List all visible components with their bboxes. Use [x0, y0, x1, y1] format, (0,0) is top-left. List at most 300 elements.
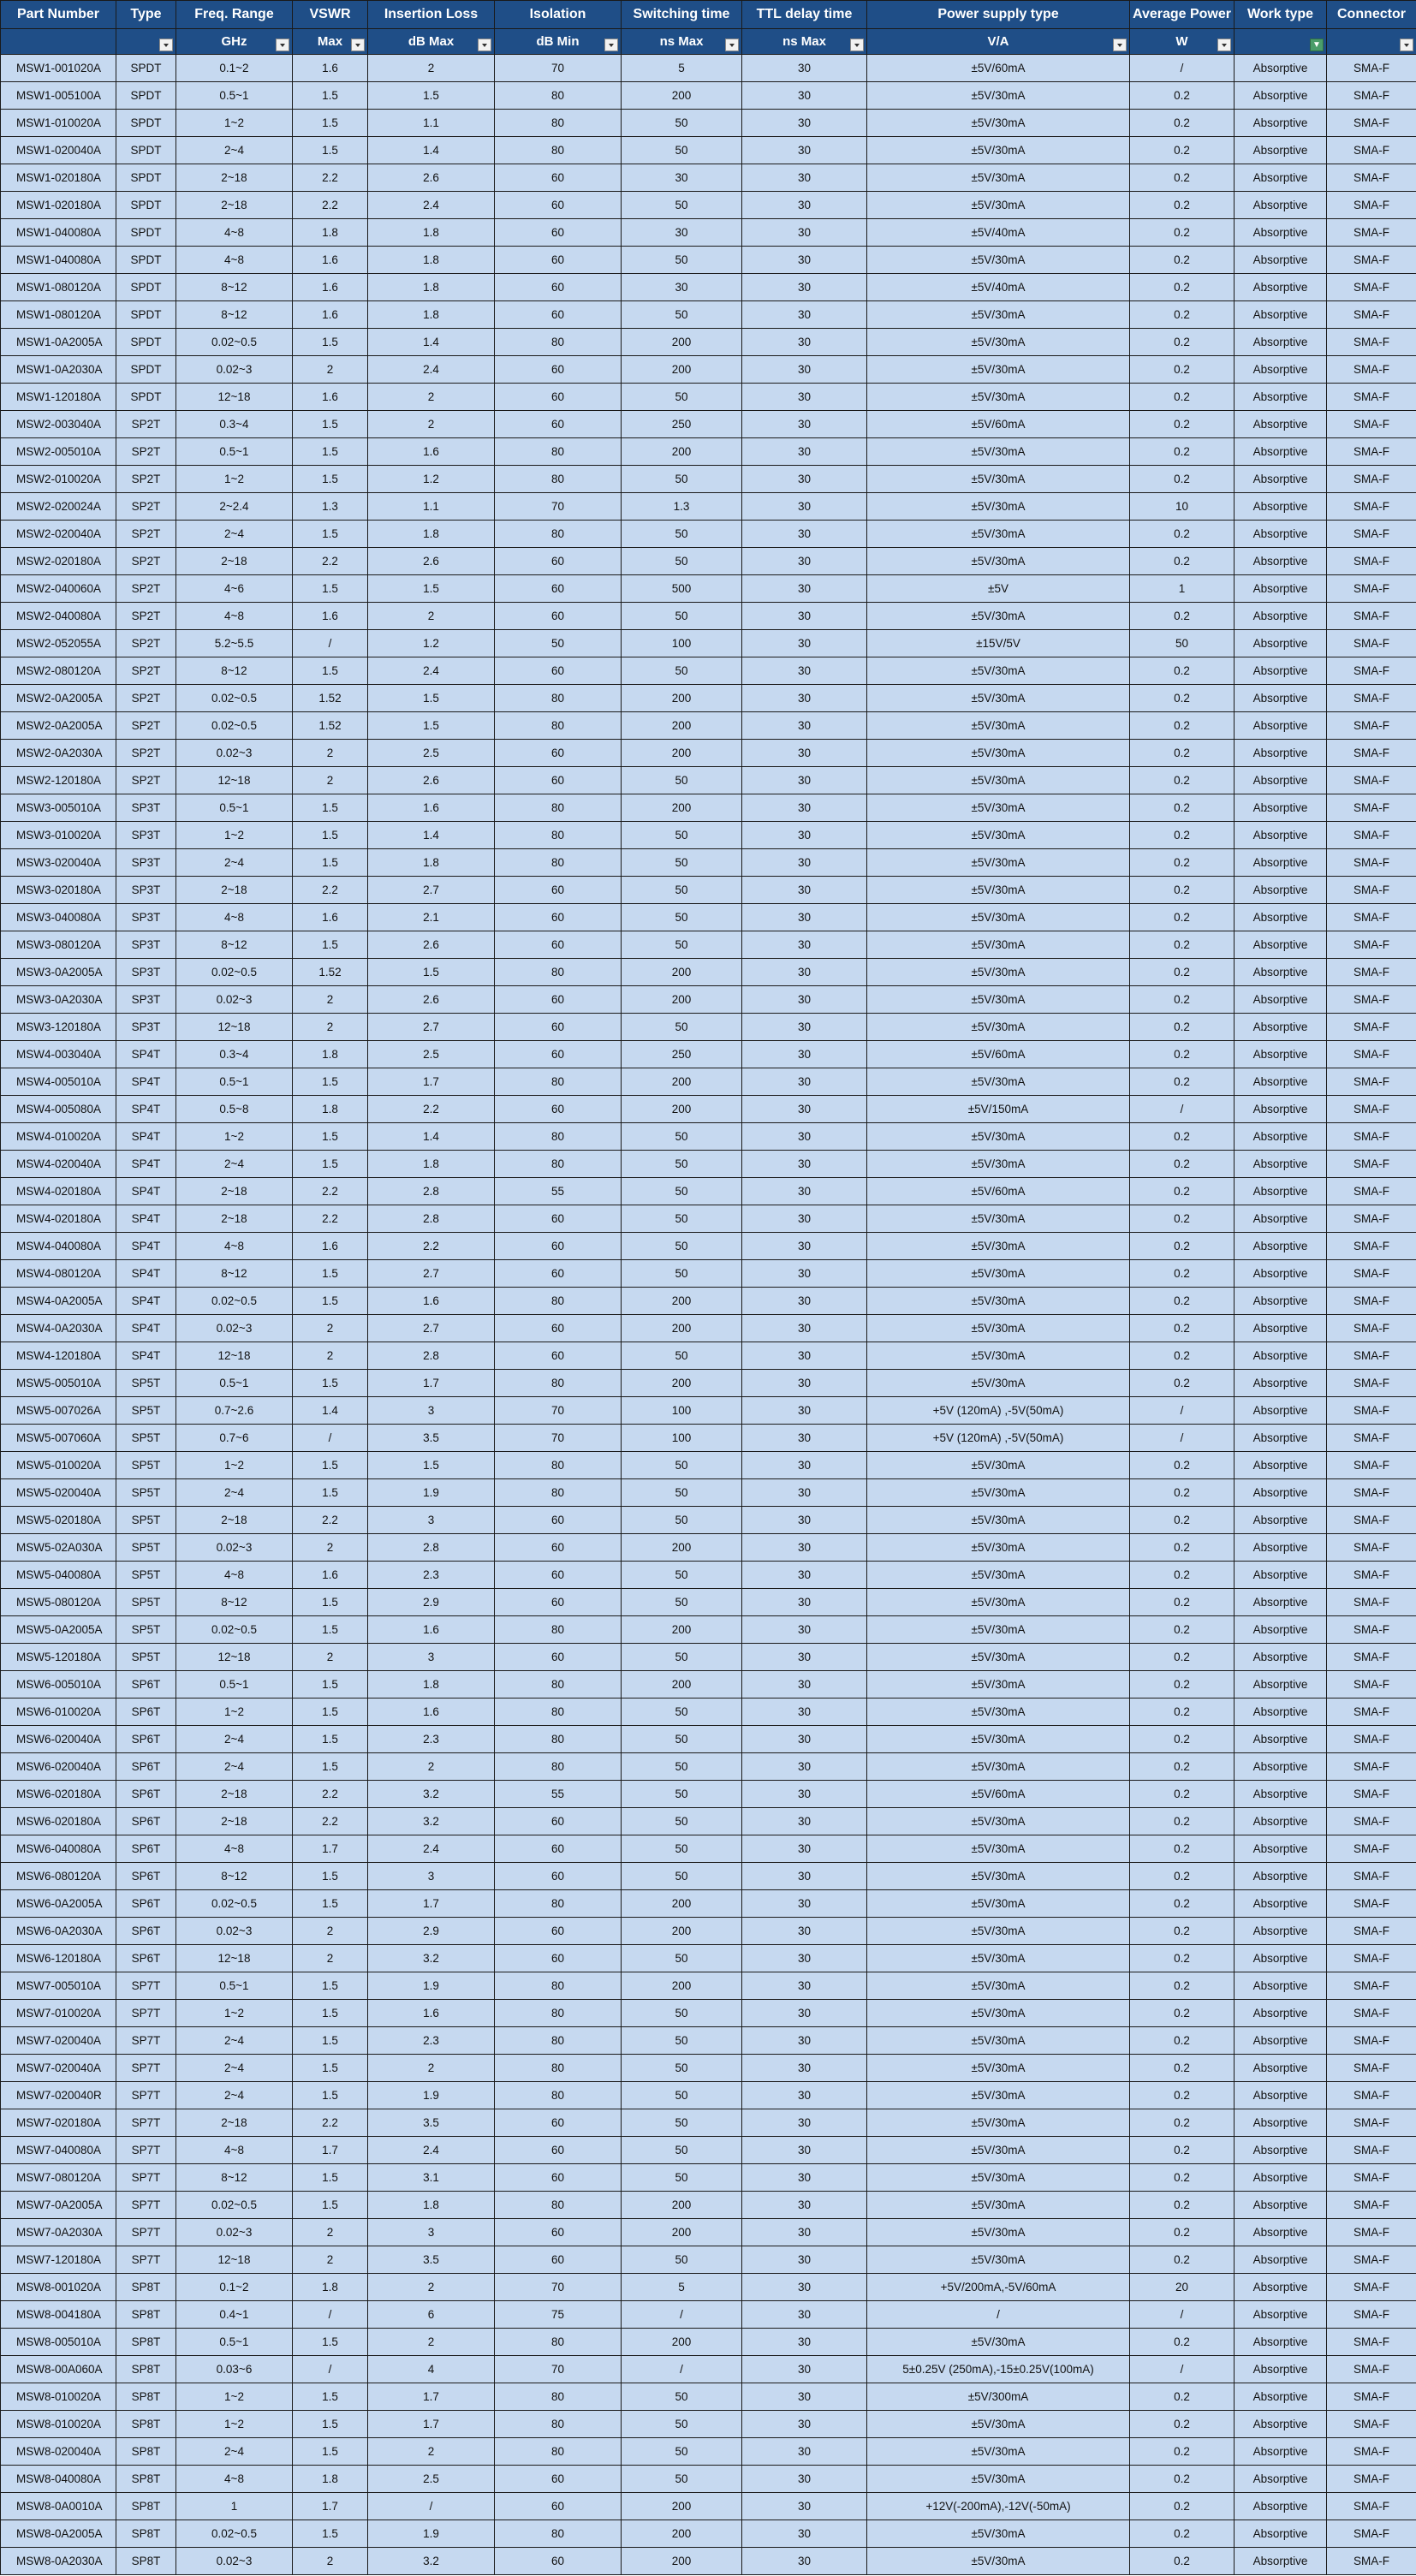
cell-part-number[interactable]: MSW3-0A2005A: [1, 959, 116, 986]
cell-isolation[interactable]: 60: [495, 931, 622, 959]
cell-insertion-loss[interactable]: 2: [368, 55, 495, 82]
cell-ttl-delay-time[interactable]: 30: [742, 2301, 867, 2329]
cell-insertion-loss[interactable]: 2.6: [368, 767, 495, 794]
cell-ttl-delay-time[interactable]: 30: [742, 904, 867, 931]
cell-connector[interactable]: SMA-F: [1327, 1014, 1416, 1041]
cell-average-power[interactable]: 0.2: [1130, 521, 1235, 548]
cell-vswr[interactable]: 1.5: [293, 1671, 368, 1698]
cell-insertion-loss[interactable]: 2.2: [368, 1096, 495, 1123]
cell-connector[interactable]: SMA-F: [1327, 740, 1416, 767]
cell-work-type[interactable]: Absorptive: [1235, 2438, 1327, 2466]
cell-vswr[interactable]: 2: [293, 1918, 368, 1945]
cell-average-power[interactable]: 20: [1130, 2274, 1235, 2301]
table-row[interactable]: [1, 822, 1416, 849]
cell-type[interactable]: SP8T: [116, 2301, 176, 2329]
cell-isolation[interactable]: 60: [495, 1507, 622, 1534]
cell-ttl-delay-time[interactable]: 30: [742, 2027, 867, 2055]
cell-power-supply-type[interactable]: ±5V/30mA: [867, 1260, 1130, 1288]
cell-isolation[interactable]: 60: [495, 219, 622, 247]
cell-freq-range[interactable]: 0.5~1: [176, 1068, 293, 1096]
cell-connector[interactable]: SMA-F: [1327, 1397, 1416, 1425]
cell-type[interactable]: SP2T: [116, 575, 176, 603]
cell-power-supply-type[interactable]: ±5V/30mA: [867, 1507, 1130, 1534]
table-row[interactable]: [1, 1479, 1416, 1507]
table-row[interactable]: [1, 1945, 1416, 1972]
cell-work-type[interactable]: Absorptive: [1235, 1698, 1327, 1726]
cell-connector[interactable]: SMA-F: [1327, 466, 1416, 493]
cell-connector[interactable]: SMA-F: [1327, 1370, 1416, 1397]
cell-ttl-delay-time[interactable]: 30: [742, 1918, 867, 1945]
cell-connector[interactable]: SMA-F: [1327, 219, 1416, 247]
cell-switching-time[interactable]: 50: [622, 1562, 742, 1589]
cell-vswr[interactable]: 2: [293, 767, 368, 794]
cell-connector[interactable]: SMA-F: [1327, 1068, 1416, 1096]
cell-connector[interactable]: SMA-F: [1327, 2466, 1416, 2493]
cell-ttl-delay-time[interactable]: 30: [742, 2000, 867, 2027]
cell-vswr[interactable]: 1.5: [293, 1288, 368, 1315]
cell-vswr[interactable]: 2: [293, 1945, 368, 1972]
cell-ttl-delay-time[interactable]: 30: [742, 767, 867, 794]
cell-ttl-delay-time[interactable]: 30: [742, 1178, 867, 1205]
cell-power-supply-type[interactable]: ±5V/30mA: [867, 1068, 1130, 1096]
cell-isolation[interactable]: 80: [495, 1479, 622, 1507]
cell-connector[interactable]: SMA-F: [1327, 986, 1416, 1014]
cell-connector[interactable]: SMA-F: [1327, 274, 1416, 301]
cell-switching-time[interactable]: 50: [622, 2055, 742, 2082]
cell-insertion-loss[interactable]: /: [368, 2493, 495, 2520]
table-row[interactable]: [1, 2137, 1416, 2164]
cell-type[interactable]: SP2T: [116, 603, 176, 630]
cell-vswr[interactable]: 1.7: [293, 2137, 368, 2164]
cell-isolation[interactable]: 80: [495, 1452, 622, 1479]
cell-freq-range[interactable]: 8~12: [176, 2164, 293, 2192]
table-row[interactable]: [1, 301, 1416, 329]
cell-type[interactable]: SP6T: [116, 1753, 176, 1781]
cell-freq-range[interactable]: 8~12: [176, 274, 293, 301]
cell-freq-range[interactable]: 2~4: [176, 2438, 293, 2466]
cell-switching-time[interactable]: 50: [622, 1835, 742, 1863]
cell-switching-time[interactable]: 50: [622, 192, 742, 219]
cell-insertion-loss[interactable]: 4: [368, 2356, 495, 2383]
cell-vswr[interactable]: 1.5: [293, 849, 368, 877]
cell-insertion-loss[interactable]: 1.7: [368, 1890, 495, 1918]
cell-connector[interactable]: SMA-F: [1327, 904, 1416, 931]
cell-work-type[interactable]: Absorptive: [1235, 493, 1327, 521]
cell-vswr[interactable]: 1.5: [293, 1123, 368, 1151]
cell-freq-range[interactable]: 12~18: [176, 1644, 293, 1671]
cell-vswr[interactable]: 1.5: [293, 2055, 368, 2082]
cell-isolation[interactable]: 60: [495, 1808, 622, 1835]
cell-work-type[interactable]: Absorptive: [1235, 1644, 1327, 1671]
cell-vswr[interactable]: 1.6: [293, 1562, 368, 1589]
cell-average-power[interactable]: 0.2: [1130, 1589, 1235, 1616]
cell-work-type[interactable]: Absorptive: [1235, 2082, 1327, 2109]
cell-average-power[interactable]: 0.2: [1130, 685, 1235, 712]
cell-power-supply-type[interactable]: ±5V/30mA: [867, 2548, 1130, 2575]
cell-ttl-delay-time[interactable]: 30: [742, 137, 867, 164]
cell-freq-range[interactable]: 0.1~2: [176, 55, 293, 82]
cell-freq-range[interactable]: 4~8: [176, 1562, 293, 1589]
cell-average-power[interactable]: 0.2: [1130, 1123, 1235, 1151]
cell-isolation[interactable]: 80: [495, 329, 622, 356]
cell-average-power[interactable]: 0.2: [1130, 1041, 1235, 1068]
cell-vswr[interactable]: 2.2: [293, 1507, 368, 1534]
cell-isolation[interactable]: 60: [495, 356, 622, 384]
cell-insertion-loss[interactable]: 3.2: [368, 1945, 495, 1972]
cell-power-supply-type[interactable]: ±5V/30mA: [867, 1205, 1130, 1233]
cell-connector[interactable]: SMA-F: [1327, 2274, 1416, 2301]
cell-switching-time[interactable]: 50: [622, 1260, 742, 1288]
cell-switching-time[interactable]: 30: [622, 164, 742, 192]
cell-vswr[interactable]: /: [293, 2356, 368, 2383]
cell-isolation[interactable]: 80: [495, 2082, 622, 2109]
cell-switching-time[interactable]: 200: [622, 794, 742, 822]
cell-type[interactable]: SP8T: [116, 2493, 176, 2520]
cell-isolation[interactable]: 60: [495, 1205, 622, 1233]
cell-power-supply-type[interactable]: ±5V/30mA: [867, 192, 1130, 219]
cell-work-type[interactable]: Absorptive: [1235, 2493, 1327, 2520]
cell-vswr[interactable]: /: [293, 2301, 368, 2329]
cell-switching-time[interactable]: /: [622, 2301, 742, 2329]
cell-switching-time[interactable]: 200: [622, 1890, 742, 1918]
cell-power-supply-type[interactable]: ±5V/30mA: [867, 1918, 1130, 1945]
cell-type[interactable]: SP4T: [116, 1123, 176, 1151]
cell-type[interactable]: SP4T: [116, 1151, 176, 1178]
cell-ttl-delay-time[interactable]: 30: [742, 2548, 867, 2575]
table-row[interactable]: [1, 1288, 1416, 1315]
cell-connector[interactable]: SMA-F: [1327, 1726, 1416, 1753]
cell-freq-range[interactable]: 0.02~0.5: [176, 1616, 293, 1644]
cell-freq-range[interactable]: 0.02~3: [176, 2548, 293, 2575]
cell-type[interactable]: SPDT: [116, 274, 176, 301]
cell-connector[interactable]: SMA-F: [1327, 1342, 1416, 1370]
cell-power-supply-type[interactable]: ±5V/30mA: [867, 2329, 1130, 2356]
cell-switching-time[interactable]: 50: [622, 1151, 742, 1178]
cell-power-supply-type[interactable]: ±5V/30mA: [867, 110, 1130, 137]
cell-work-type[interactable]: Absorptive: [1235, 2411, 1327, 2438]
cell-isolation[interactable]: 60: [495, 2164, 622, 2192]
cell-ttl-delay-time[interactable]: 30: [742, 164, 867, 192]
cell-part-number[interactable]: MSW2-0A2030A: [1, 740, 116, 767]
cell-work-type[interactable]: Absorptive: [1235, 2356, 1327, 2383]
cell-type[interactable]: SP8T: [116, 2274, 176, 2301]
cell-insertion-loss[interactable]: 2.8: [368, 1342, 495, 1370]
cell-work-type[interactable]: Absorptive: [1235, 1918, 1327, 1945]
cell-work-type[interactable]: Absorptive: [1235, 959, 1327, 986]
cell-isolation[interactable]: 70: [495, 493, 622, 521]
cell-isolation[interactable]: 60: [495, 411, 622, 438]
cell-power-supply-type[interactable]: ±5V/40mA: [867, 219, 1130, 247]
cell-average-power[interactable]: 0.2: [1130, 2000, 1235, 2027]
cell-switching-time[interactable]: 200: [622, 1068, 742, 1096]
cell-vswr[interactable]: 2: [293, 1014, 368, 1041]
cell-vswr[interactable]: /: [293, 1425, 368, 1452]
cell-vswr[interactable]: 1.6: [293, 247, 368, 274]
cell-work-type[interactable]: Absorptive: [1235, 301, 1327, 329]
cell-freq-range[interactable]: 12~18: [176, 1014, 293, 1041]
cell-work-type[interactable]: Absorptive: [1235, 1753, 1327, 1781]
cell-isolation[interactable]: 80: [495, 849, 622, 877]
cell-insertion-loss[interactable]: 3.5: [368, 2109, 495, 2137]
cell-part-number[interactable]: MSW2-040060A: [1, 575, 116, 603]
cell-power-supply-type[interactable]: ±15V/5V: [867, 630, 1130, 657]
cell-work-type[interactable]: Absorptive: [1235, 1096, 1327, 1123]
table-row[interactable]: [1, 2164, 1416, 2192]
cell-vswr[interactable]: 1.5: [293, 2438, 368, 2466]
cell-vswr[interactable]: 1.5: [293, 1890, 368, 1918]
cell-power-supply-type[interactable]: ±5V/30mA: [867, 548, 1130, 575]
cell-freq-range[interactable]: 1~2: [176, 822, 293, 849]
cell-work-type[interactable]: Absorptive: [1235, 2137, 1327, 2164]
cell-type[interactable]: SP5T: [116, 1397, 176, 1425]
cell-isolation[interactable]: 80: [495, 2192, 622, 2219]
cell-freq-range[interactable]: 0.02~0.5: [176, 959, 293, 986]
cell-switching-time[interactable]: 50: [622, 2466, 742, 2493]
cell-insertion-loss[interactable]: 1.5: [368, 82, 495, 110]
cell-power-supply-type[interactable]: ±5V/30mA: [867, 1589, 1130, 1616]
cell-switching-time[interactable]: 50: [622, 548, 742, 575]
cell-freq-range[interactable]: 2~18: [176, 1205, 293, 1233]
cell-connector[interactable]: SMA-F: [1327, 1178, 1416, 1205]
cell-connector[interactable]: SMA-F: [1327, 1671, 1416, 1698]
cell-connector[interactable]: SMA-F: [1327, 1644, 1416, 1671]
cell-average-power[interactable]: 0.2: [1130, 1507, 1235, 1534]
cell-freq-range[interactable]: 1~2: [176, 2000, 293, 2027]
cell-isolation[interactable]: 60: [495, 1589, 622, 1616]
cell-power-supply-type[interactable]: ±5V/30mA: [867, 1753, 1130, 1781]
cell-part-number[interactable]: MSW4-020040A: [1, 1151, 116, 1178]
cell-connector[interactable]: SMA-F: [1327, 1123, 1416, 1151]
cell-insertion-loss[interactable]: 2.9: [368, 1589, 495, 1616]
cell-work-type[interactable]: Absorptive: [1235, 1397, 1327, 1425]
cell-connector[interactable]: SMA-F: [1327, 1781, 1416, 1808]
cell-work-type[interactable]: Absorptive: [1235, 685, 1327, 712]
cell-switching-time[interactable]: 200: [622, 1671, 742, 1698]
cell-switching-time[interactable]: 1.3: [622, 493, 742, 521]
table-row[interactable]: [1, 1835, 1416, 1863]
cell-ttl-delay-time[interactable]: 30: [742, 603, 867, 630]
cell-insertion-loss[interactable]: 1.5: [368, 575, 495, 603]
cell-vswr[interactable]: 2.2: [293, 1808, 368, 1835]
cell-freq-range[interactable]: 1~2: [176, 1698, 293, 1726]
table-row[interactable]: [1, 931, 1416, 959]
cell-connector[interactable]: SMA-F: [1327, 164, 1416, 192]
cell-type[interactable]: SP5T: [116, 1425, 176, 1452]
cell-insertion-loss[interactable]: 2.1: [368, 904, 495, 931]
cell-average-power[interactable]: 0.2: [1130, 2055, 1235, 2082]
cell-part-number[interactable]: MSW7-020180A: [1, 2109, 116, 2137]
cell-freq-range[interactable]: 4~8: [176, 904, 293, 931]
cell-work-type[interactable]: Absorptive: [1235, 1972, 1327, 2000]
cell-type[interactable]: SP5T: [116, 1370, 176, 1397]
cell-average-power[interactable]: 0.2: [1130, 712, 1235, 740]
cell-insertion-loss[interactable]: 2.8: [368, 1178, 495, 1205]
cell-switching-time[interactable]: 250: [622, 411, 742, 438]
cell-connector[interactable]: SMA-F: [1327, 1288, 1416, 1315]
cell-ttl-delay-time[interactable]: 30: [742, 2493, 867, 2520]
cell-freq-range[interactable]: 1~2: [176, 2383, 293, 2411]
cell-part-number[interactable]: MSW4-080120A: [1, 1260, 116, 1288]
cell-freq-range[interactable]: 0.5~1: [176, 2329, 293, 2356]
cell-connector[interactable]: SMA-F: [1327, 1753, 1416, 1781]
cell-type[interactable]: SPDT: [116, 247, 176, 274]
cell-freq-range[interactable]: 0.02~3: [176, 1315, 293, 1342]
cell-part-number[interactable]: MSW3-080120A: [1, 931, 116, 959]
cell-part-number[interactable]: MSW1-001020A: [1, 55, 116, 82]
cell-freq-range[interactable]: 1~2: [176, 466, 293, 493]
cell-connector[interactable]: SMA-F: [1327, 1808, 1416, 1835]
cell-connector[interactable]: SMA-F: [1327, 2055, 1416, 2082]
cell-vswr[interactable]: 1.5: [293, 438, 368, 466]
cell-ttl-delay-time[interactable]: 30: [742, 438, 867, 466]
cell-part-number[interactable]: MSW4-0A2005A: [1, 1288, 116, 1315]
cell-insertion-loss[interactable]: 1.6: [368, 1288, 495, 1315]
cell-insertion-loss[interactable]: 3.1: [368, 2164, 495, 2192]
cell-switching-time[interactable]: 50: [622, 1726, 742, 1753]
cell-switching-time[interactable]: 200: [622, 1096, 742, 1123]
cell-type[interactable]: SP4T: [116, 1288, 176, 1315]
cell-power-supply-type[interactable]: ±5V/30mA: [867, 822, 1130, 849]
cell-type[interactable]: SP6T: [116, 1863, 176, 1890]
cell-connector[interactable]: SMA-F: [1327, 2219, 1416, 2246]
cell-switching-time[interactable]: 100: [622, 1425, 742, 1452]
cell-isolation[interactable]: 80: [495, 466, 622, 493]
cell-isolation[interactable]: 80: [495, 2000, 622, 2027]
cell-switching-time[interactable]: 50: [622, 1178, 742, 1205]
cell-vswr[interactable]: 1.5: [293, 2192, 368, 2219]
table-row[interactable]: [1, 1918, 1416, 1945]
cell-connector[interactable]: SMA-F: [1327, 1507, 1416, 1534]
cell-type[interactable]: SP4T: [116, 1068, 176, 1096]
cell-ttl-delay-time[interactable]: 30: [742, 1068, 867, 1096]
cell-average-power[interactable]: 0.2: [1130, 849, 1235, 877]
cell-work-type[interactable]: Absorptive: [1235, 575, 1327, 603]
cell-part-number[interactable]: MSW7-020040A: [1, 2027, 116, 2055]
cell-ttl-delay-time[interactable]: 30: [742, 1233, 867, 1260]
cell-power-supply-type[interactable]: ±5V/300mA: [867, 2383, 1130, 2411]
cell-average-power[interactable]: 0.2: [1130, 301, 1235, 329]
cell-part-number[interactable]: MSW2-003040A: [1, 411, 116, 438]
cell-isolation[interactable]: 60: [495, 2219, 622, 2246]
cell-ttl-delay-time[interactable]: 30: [742, 931, 867, 959]
cell-vswr[interactable]: 1.5: [293, 1068, 368, 1096]
cell-part-number[interactable]: MSW3-020180A: [1, 877, 116, 904]
cell-isolation[interactable]: 80: [495, 959, 622, 986]
cell-connector[interactable]: SMA-F: [1327, 82, 1416, 110]
cell-switching-time[interactable]: 200: [622, 356, 742, 384]
cell-power-supply-type[interactable]: ±5V/30mA: [867, 1479, 1130, 1507]
cell-vswr[interactable]: 2.2: [293, 164, 368, 192]
cell-isolation[interactable]: 60: [495, 548, 622, 575]
cell-type[interactable]: SP4T: [116, 1178, 176, 1205]
cell-isolation[interactable]: 55: [495, 1781, 622, 1808]
cell-average-power[interactable]: 0.2: [1130, 438, 1235, 466]
cell-switching-time[interactable]: 50: [622, 1479, 742, 1507]
cell-ttl-delay-time[interactable]: 30: [742, 575, 867, 603]
cell-ttl-delay-time[interactable]: 30: [742, 1096, 867, 1123]
cell-power-supply-type[interactable]: ±5V/30mA: [867, 767, 1130, 794]
cell-average-power[interactable]: 0.2: [1130, 1205, 1235, 1233]
cell-isolation[interactable]: 80: [495, 2027, 622, 2055]
cell-average-power[interactable]: 0.2: [1130, 877, 1235, 904]
cell-average-power[interactable]: 0.2: [1130, 1781, 1235, 1808]
cell-insertion-loss[interactable]: 3.2: [368, 2548, 495, 2575]
cell-freq-range[interactable]: 2~18: [176, 1808, 293, 1835]
cell-connector[interactable]: SMA-F: [1327, 1205, 1416, 1233]
cell-work-type[interactable]: Absorptive: [1235, 1671, 1327, 1698]
cell-switching-time[interactable]: 5: [622, 55, 742, 82]
table-row[interactable]: [1, 438, 1416, 466]
cell-work-type[interactable]: Absorptive: [1235, 657, 1327, 685]
cell-type[interactable]: SP7T: [116, 2027, 176, 2055]
cell-isolation[interactable]: 60: [495, 2493, 622, 2520]
cell-type[interactable]: SP6T: [116, 1835, 176, 1863]
cell-power-supply-type[interactable]: ±5V/30mA: [867, 329, 1130, 356]
cell-insertion-loss[interactable]: 1.8: [368, 2192, 495, 2219]
cell-insertion-loss[interactable]: 1.4: [368, 137, 495, 164]
table-row[interactable]: [1, 2356, 1416, 2383]
cell-insertion-loss[interactable]: 1.8: [368, 849, 495, 877]
cell-isolation[interactable]: 60: [495, 603, 622, 630]
cell-isolation[interactable]: 50: [495, 630, 622, 657]
cell-freq-range[interactable]: 1: [176, 2493, 293, 2520]
filter-dropdown-button[interactable]: [604, 39, 618, 51]
cell-type[interactable]: SPDT: [116, 137, 176, 164]
filter-dropdown-button[interactable]: [1310, 39, 1324, 51]
cell-freq-range[interactable]: 0.02~0.5: [176, 329, 293, 356]
cell-vswr[interactable]: 2.2: [293, 1781, 368, 1808]
cell-average-power[interactable]: 0.2: [1130, 164, 1235, 192]
cell-part-number[interactable]: MSW7-020040R: [1, 2082, 116, 2109]
cell-type[interactable]: SP2T: [116, 438, 176, 466]
cell-type[interactable]: SP6T: [116, 1671, 176, 1698]
cell-isolation[interactable]: 80: [495, 822, 622, 849]
cell-average-power[interactable]: 0.2: [1130, 1452, 1235, 1479]
cell-isolation[interactable]: 60: [495, 1014, 622, 1041]
cell-average-power[interactable]: 1: [1130, 575, 1235, 603]
cell-connector[interactable]: SMA-F: [1327, 438, 1416, 466]
cell-part-number[interactable]: MSW7-040080A: [1, 2137, 116, 2164]
cell-power-supply-type[interactable]: ±5V/30mA: [867, 1863, 1130, 1890]
cell-insertion-loss[interactable]: 1.8: [368, 521, 495, 548]
cell-average-power[interactable]: 0.2: [1130, 1288, 1235, 1315]
column-header-power-supply-type[interactable]: Power supply type: [867, 1, 1130, 29]
cell-vswr[interactable]: 1.7: [293, 2493, 368, 2520]
cell-freq-range[interactable]: 0.02~0.5: [176, 2192, 293, 2219]
table-row[interactable]: [1, 2082, 1416, 2109]
cell-type[interactable]: SP6T: [116, 1781, 176, 1808]
cell-isolation[interactable]: 70: [495, 1397, 622, 1425]
cell-part-number[interactable]: MSW2-080120A: [1, 657, 116, 685]
cell-type[interactable]: SP2T: [116, 630, 176, 657]
cell-power-supply-type[interactable]: ±5V/30mA: [867, 2027, 1130, 2055]
cell-freq-range[interactable]: 0.02~0.5: [176, 1890, 293, 1918]
cell-type[interactable]: SP3T: [116, 904, 176, 931]
cell-switching-time[interactable]: 50: [622, 931, 742, 959]
cell-vswr[interactable]: 2: [293, 2548, 368, 2575]
cell-connector[interactable]: SMA-F: [1327, 2027, 1416, 2055]
cell-switching-time[interactable]: 50: [622, 2438, 742, 2466]
cell-part-number[interactable]: MSW8-010020A: [1, 2383, 116, 2411]
cell-connector[interactable]: SMA-F: [1327, 2137, 1416, 2164]
table-row[interactable]: [1, 1781, 1416, 1808]
cell-vswr[interactable]: 2.2: [293, 1178, 368, 1205]
cell-type[interactable]: SP3T: [116, 794, 176, 822]
cell-type[interactable]: SP6T: [116, 1726, 176, 1753]
cell-power-supply-type[interactable]: ±5V/30mA: [867, 1890, 1130, 1918]
cell-vswr[interactable]: 1.8: [293, 2466, 368, 2493]
cell-ttl-delay-time[interactable]: 30: [742, 2466, 867, 2493]
